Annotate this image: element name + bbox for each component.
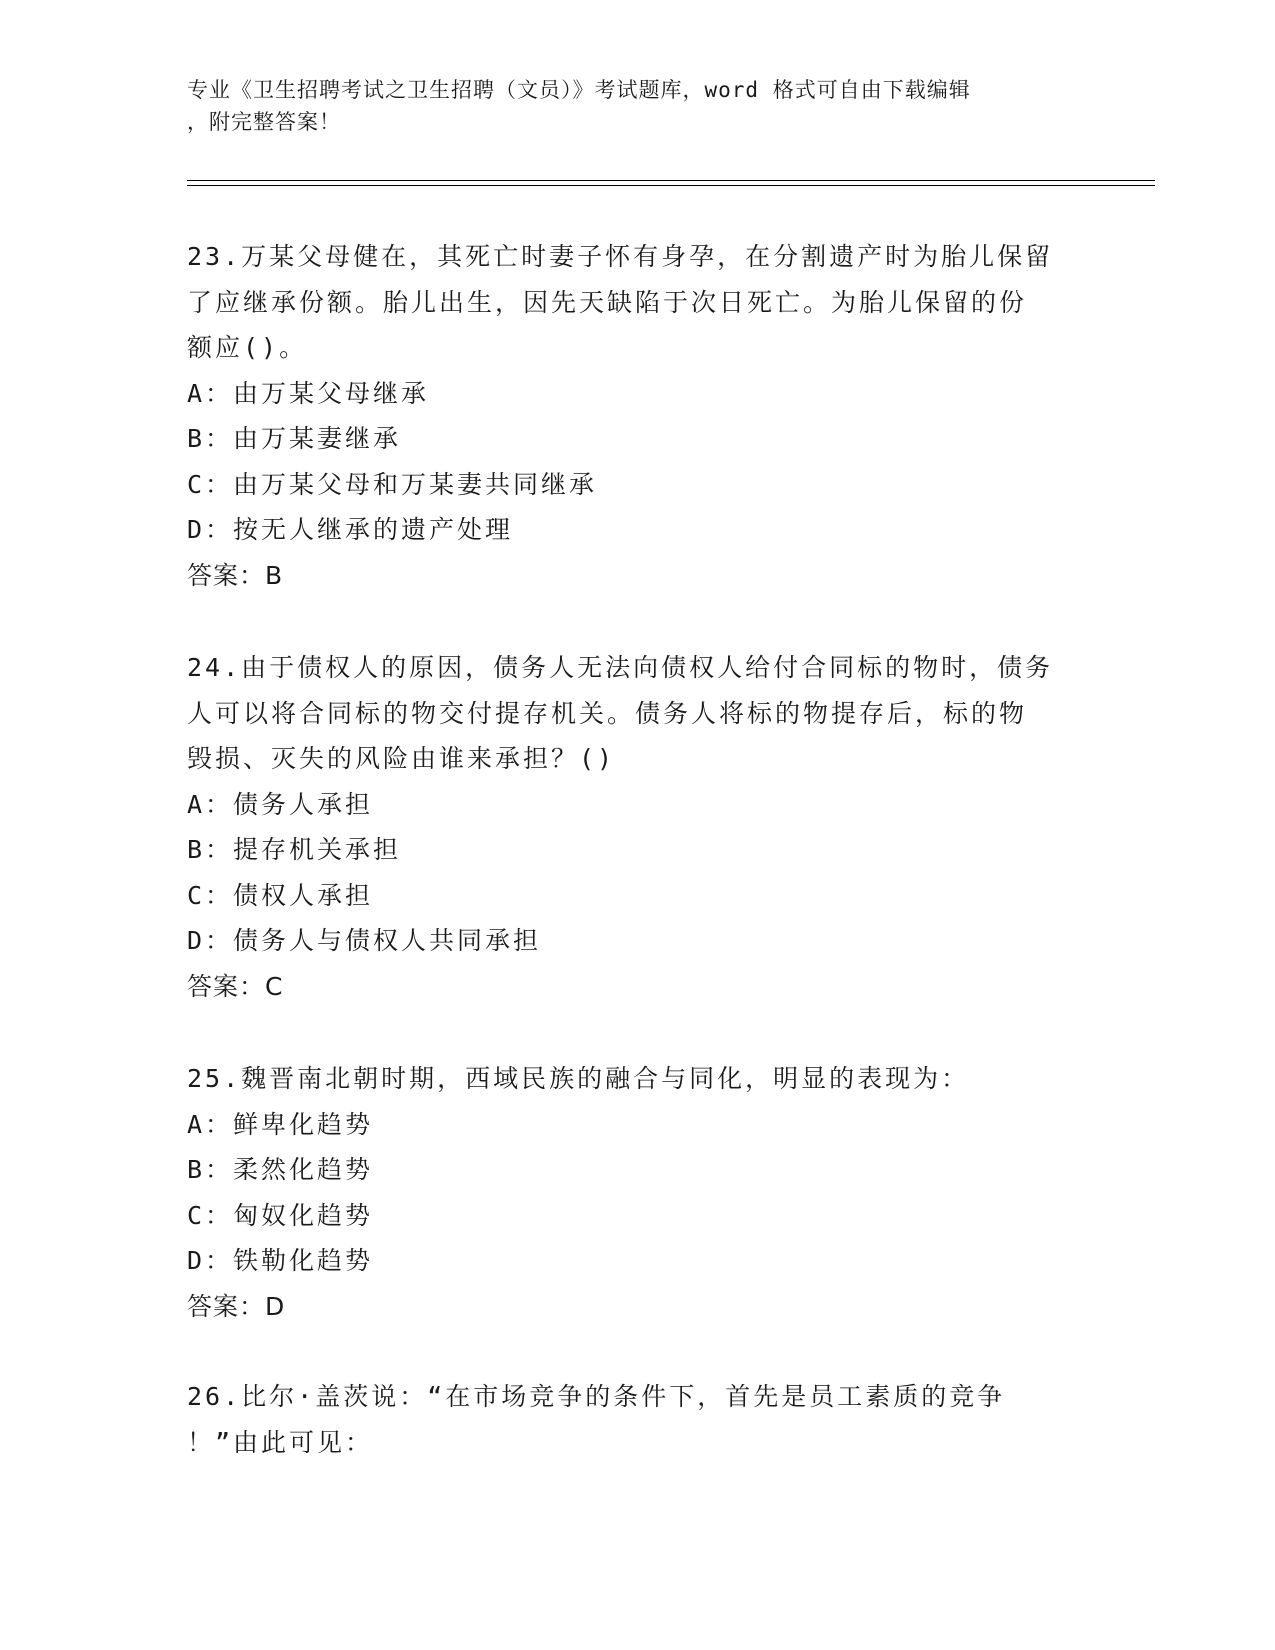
option-a: A：债务人承担	[187, 789, 374, 819]
option-b: B：由万某妻继承	[187, 424, 402, 453]
header-line-1: 专业《卫生招聘考试之卫生招聘（文员）》考试题库，word 格式可自由下载编辑	[187, 78, 971, 102]
question-stem-line: 人可以将合同标的物交付提存机关。债务人将标的物提存后，标的物	[187, 698, 1028, 728]
option-a: A：鲜卑化趋势	[187, 1109, 374, 1139]
header-divider-top	[187, 180, 1155, 181]
option-c: C：由万某父母和万某妻共同继承	[187, 469, 598, 499]
question-stem-line: 23.万某父母健在，其死亡时妻子怀有身孕，在分割遗产时为胎儿保留	[187, 242, 1054, 271]
question-stem-line: 了应继承份额。胎儿出生，因先天缺陷于次日死亡。为胎儿保留的份	[187, 287, 1028, 317]
question-stem-line: 25.魏晋南北朝时期，西域民族的融合与同化，明显的表现为：	[187, 1064, 970, 1093]
option-c: C：匈奴化趋势	[187, 1200, 374, 1230]
option-c: C：债权人承担	[187, 880, 374, 910]
option-b: B：柔然化趋势	[187, 1155, 374, 1184]
option-a: A：由万某父母继承	[187, 378, 430, 408]
question-stem-line: 毁损、灭失的风险由谁来承担？()	[187, 744, 616, 773]
option-b: B：提存机关承担	[187, 835, 402, 864]
option-d: D：债务人与债权人共同承担	[187, 926, 542, 955]
answer: 答案：B	[187, 560, 284, 590]
question-26	[187, 1374, 1077, 1465]
option-d: D：铁勒化趋势	[187, 1246, 374, 1275]
header-line-2: ，附完整答案！	[187, 110, 341, 134]
option-d: D：按无人继承的遗产处理	[187, 515, 514, 544]
question-stem-line: 24.由于债权人的原因，债务人无法向债权人给付合同标的物时，债务	[187, 653, 1054, 682]
question-23	[187, 234, 1077, 598]
answer: 答案：D	[187, 1291, 286, 1321]
question-25	[187, 1056, 1077, 1329]
question-stem-line: ！”由此可见：	[187, 1427, 374, 1457]
header-divider-bottom	[187, 185, 1155, 186]
question-stem-line: 额应()。	[187, 333, 308, 362]
question-stem-line: 26.比尔·盖茨说：“在市场竞争的条件下，首先是员工素质的竞争	[187, 1382, 1006, 1411]
answer: 答案：C	[187, 971, 284, 1001]
question-24	[187, 645, 1077, 1009]
document-header	[187, 74, 1067, 138]
